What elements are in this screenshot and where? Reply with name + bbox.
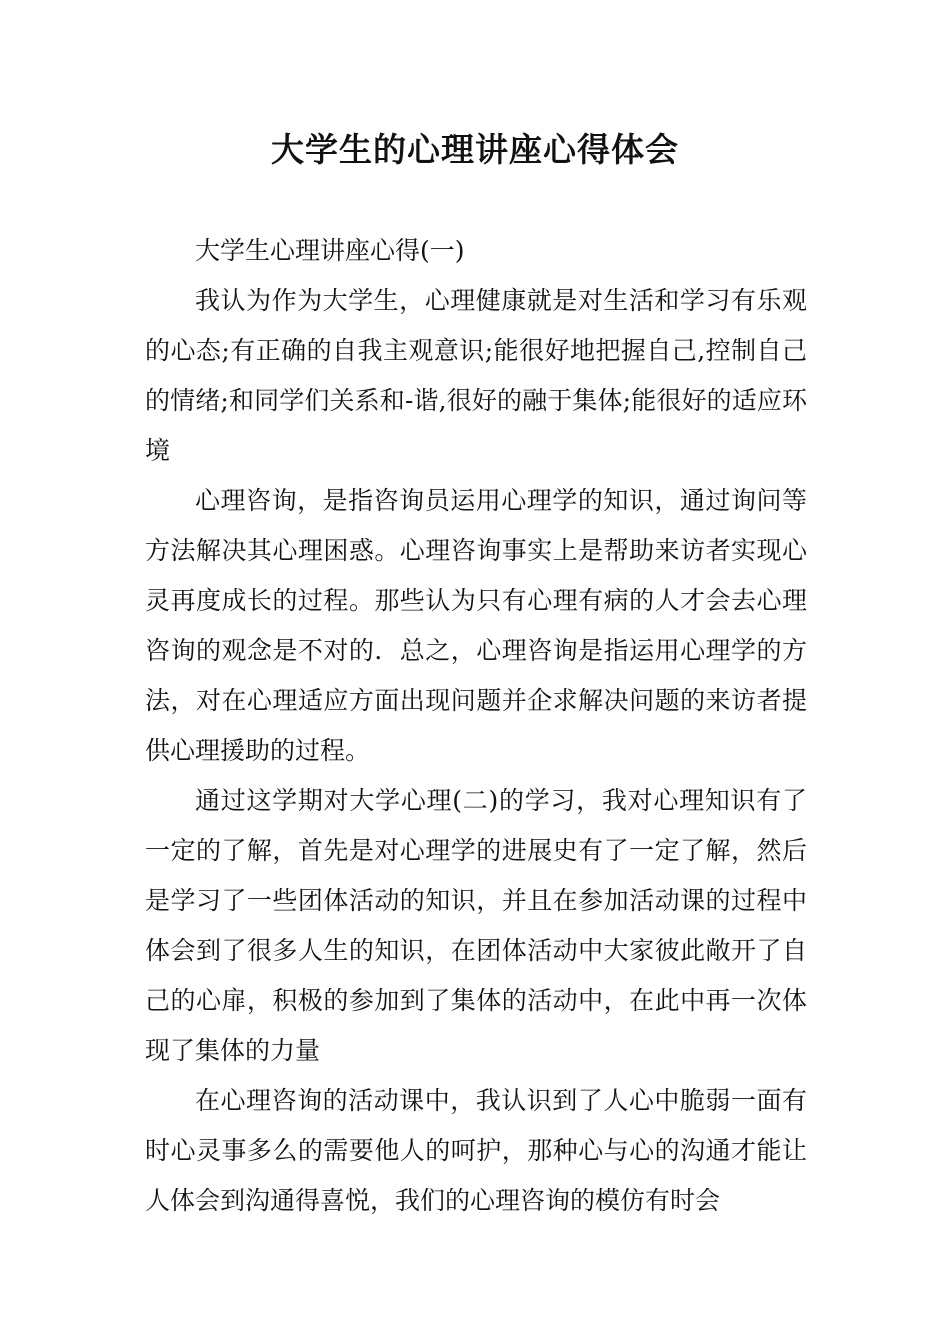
body-paragraph: 在心理咨询的活动课中，我认识到了人心中脆弱一面有时心灵事多么的需要他人的呵护，那种心与心的沟通才能让人体会到沟通得喜悦，我们的心理咨询的模仿有时会 [145, 1086, 807, 1215]
body-paragraph: 我认为作为大学生，心理健康就是对生活和学习有乐观的心态;有正确的自我主观意识;能很好地把握自己,控制自己的情绪;和同学们关系和-谐,很好的融于集体;能很好的适应环境 [145, 286, 807, 465]
body-paragraph: 通过这学期对大学心理(二)的学习，我对心理知识有了一定的了解，首先是对心理学的进展史有了一定了解，然后是学习了一些团体活动的知识，并且在参加活动课的过程中体会到了很多人生的知识，在团体活动中大家彼此敞开了自己的心扉，积极的参加到了集体的活动中，在此中再一次体现了集体的力量 [145, 786, 807, 1065]
body-paragraph: 心理咨询，是指咨询员运用心理学的知识，通过询问等方法解决其心理困惑。心理咨询事实上是帮助来访者实现心灵再度成长的过程。那些认为只有心理有病的人才会去心理咨询的观念是不对的．总之，心理咨询是指运用心理学的方法，对在心理适应方面出现问题并企求解决问题的来访者提供心理援助的过程。 [145, 486, 807, 765]
document-body [145, 226, 807, 1226]
section-heading: 大学生心理讲座心得(一) [195, 236, 465, 265]
document-title: 大学生的心理讲座心得体会 [271, 130, 679, 169]
